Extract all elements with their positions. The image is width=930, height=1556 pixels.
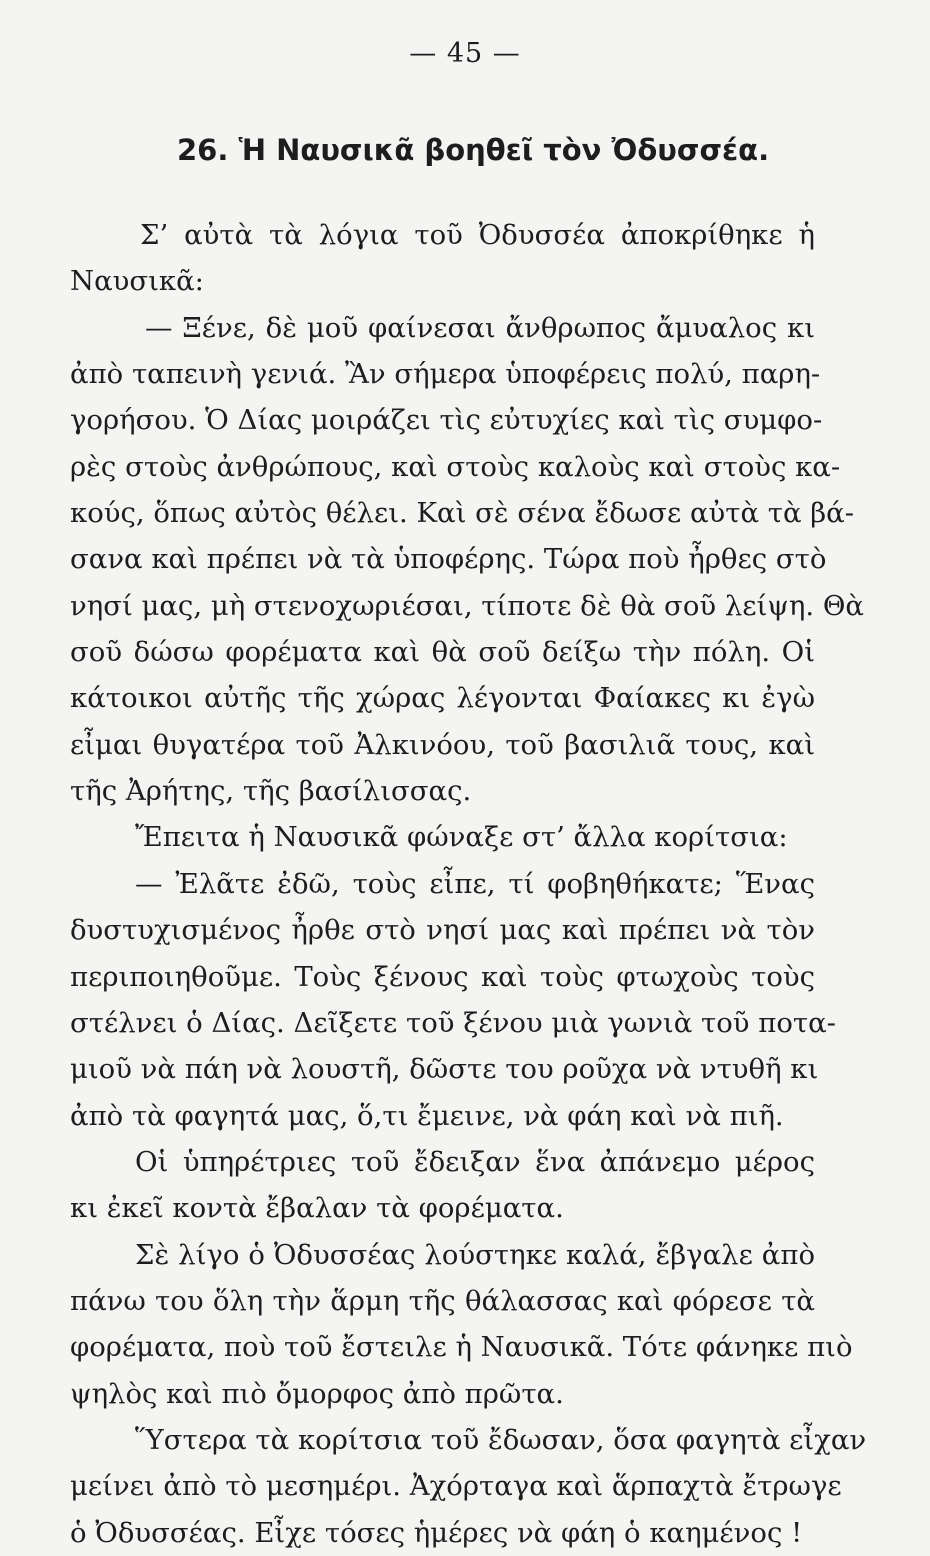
text-line: μιοῦ νὰ πάη νὰ λουστῆ, δῶστε του ροῦχα νὰ ντυθῆ κι bbox=[70, 1053, 819, 1086]
text-line: δυστυχισμένος ἦρθε στὸ νησί μας καὶ πρέπει νὰ τὸν bbox=[70, 914, 815, 947]
text-line: σοῦ δώσω φορέματα καὶ θὰ σοῦ δείξω τὴν πόλη. Οἱ bbox=[70, 636, 815, 669]
text-line: κι ἐκεῖ κοντὰ ἔβαλαν τὰ φορέματα. bbox=[70, 1192, 564, 1225]
text-line: Ὕστερα τὰ κορίτσια τοῦ ἔδωσαν, ὅσα φαγητὰ εἶχαν bbox=[135, 1423, 867, 1456]
text-line: μείνει ἀπὸ τὸ μεσημέρι. Ἀχόρταγα καὶ ἅρπαχτὰ ἔτρωγε bbox=[70, 1470, 842, 1503]
text-line: Οἱ ὑπηρέτριες τοῦ ἔδειξαν ἕνα ἀπάνεμο μέρος bbox=[135, 1145, 815, 1178]
text-line: τῆς Ἀρήτης, τῆς βασίλισσας. bbox=[70, 775, 472, 808]
text-line: στέλνει ὁ Δίας. Δεῖξετε τοῦ ξένου μιὰ γωνιὰ τοῦ ποτα- bbox=[70, 1006, 836, 1039]
body-text bbox=[70, 212, 867, 1556]
text-line: εἶμαι θυγατέρα τοῦ Ἀλκινόου, τοῦ βασιλιᾶ τους, καὶ bbox=[70, 728, 815, 761]
text-line: ψηλὸς καὶ πιὸ ὄμορφος ἀπὸ πρῶτα. bbox=[70, 1377, 564, 1410]
text-line: περιποιηθοῦμε. Τοὺς ξένους καὶ τοὺς φτωχοὺς τοὺς bbox=[70, 960, 815, 993]
text-line: κούς, ὅπως αὐτὸς θέλει. Καὶ σὲ σένα ἔδωσε αὐτὰ τὰ βά- bbox=[70, 497, 855, 530]
text-line: ἀπὸ τὰ φαγητά μας, ὅ,τι ἔμεινε, νὰ φάη καὶ νὰ πιῆ. bbox=[70, 1099, 784, 1132]
text-line: φορέματα, ποὺ τοῦ ἔστειλε ἡ Ναυσικᾶ. Τότε φάνηκε πιὸ bbox=[70, 1331, 853, 1364]
text-line: — Ἐλᾶτε ἐδῶ, τοὺς εἶπε, τί φοβηθήκατε; Ἕνας bbox=[135, 867, 815, 900]
text-line: ρὲς στοὺς ἀνθρώπους, καὶ στοὺς καλοὺς καὶ στοὺς κα- bbox=[70, 450, 841, 483]
text-line: — Ξένε, δὲ μοῦ φαίνεσαι ἄνθρωπος ἄμυαλος κι bbox=[145, 311, 815, 344]
chapter-title: 26. Ἡ Ναυσικᾶ βοηθεῖ τὸν Ὀδυσσέα. bbox=[177, 133, 770, 167]
text-line: Σὲ λίγο ὁ Ὀδυσσέας λούστηκε καλά, ἔβγαλε ἀπὸ bbox=[135, 1238, 815, 1271]
text-line: Ναυσικᾶ: bbox=[70, 265, 204, 298]
text-line: πάνω του ὅλη τὴν ἅρμη τῆς θάλασσας καὶ φόρεσε τὰ bbox=[70, 1284, 815, 1317]
text-line: Σ’ αὐτὰ τὰ λόγια τοῦ Ὀδυσσέα ἀποκρίθηκε ἡ bbox=[140, 219, 815, 251]
page-number: — 45 — bbox=[409, 38, 521, 69]
text-line: κάτοικοι αὐτῆς τῆς χώρας λέγονται Φαίακες κι ἐγὼ bbox=[70, 682, 815, 715]
text-line: Ἔπειτα ἡ Ναυσικᾶ φώναξε στ’ ἄλλα κορίτσια: bbox=[135, 821, 788, 854]
text-line: σανα καὶ πρέπει νὰ τὰ ὑποφέρης. Τώρα ποὺ ἦρθες στὸ bbox=[70, 543, 827, 576]
text-line: ἀπὸ ταπεινὴ γενιά. Ἂν σήμερα ὑποφέρεις πολύ, παρη- bbox=[70, 358, 821, 391]
text-line: νησί μας, μὴ στενοχωριέσαι, τίποτε δὲ θὰ σοῦ λείψη. Θὰ bbox=[70, 589, 864, 622]
text-line: ὁ Ὀδυσσέας. Εἶχε τόσες ἡμέρες νὰ φάη ὁ καημένος ! bbox=[70, 1516, 803, 1549]
text-line: γορήσου. Ὁ Δίας μοιράζει τὶς εὐτυχίες καὶ τὶς συμφο- bbox=[70, 404, 823, 437]
